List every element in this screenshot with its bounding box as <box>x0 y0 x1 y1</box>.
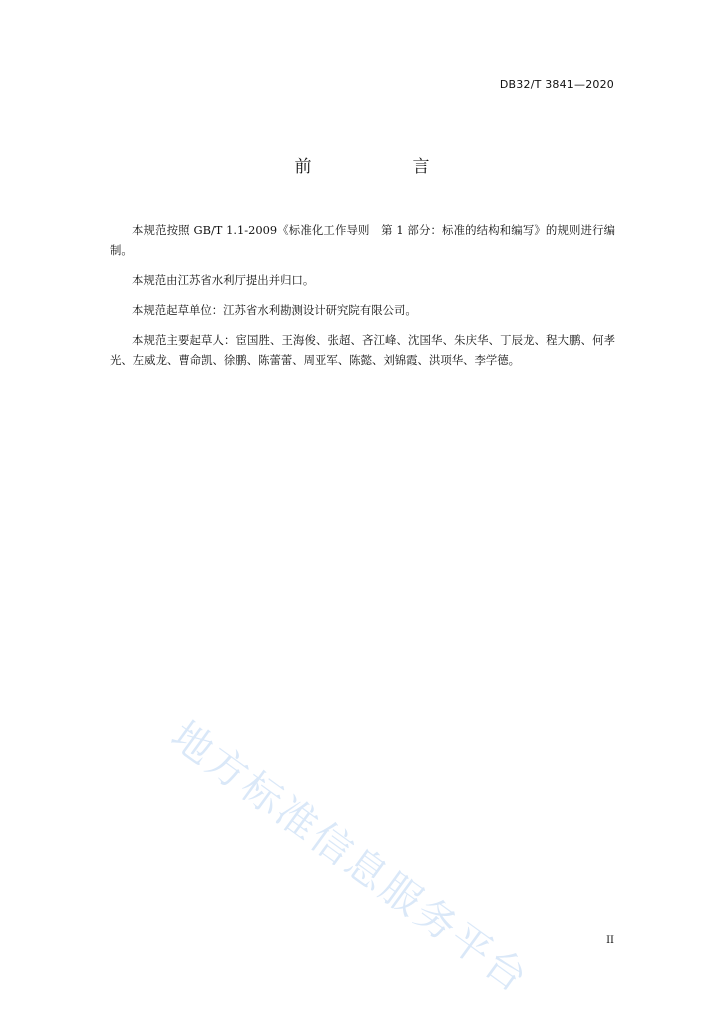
section-title: 前 言 <box>294 157 472 177</box>
paragraph-proposer: 本规范由江苏省水利厅提出并归口。 <box>132 273 315 287</box>
paragraph-drafting-unit: 本规范起草单位：江苏省水利勘测设计研究院有限公司。 <box>132 303 417 317</box>
document-code: DB32/T 3841—2020 <box>499 78 614 91</box>
paragraph-drafters: 本规范主要起草人：宦国胜、王海俊、张超、吝江峰、沈国华、朱庆华、丁辰龙、程大鹏、何孝光、左威龙、曹命凯、徐鹏、陈蕾蕾、周亚军、陈懿、刘锦霞、洪项华、李学德。 <box>110 333 615 367</box>
body-text <box>110 220 615 380</box>
watermark: 地方标准信息服务平台 <box>162 712 538 1003</box>
page-number: II <box>606 935 614 946</box>
paragraph-standard-basis: 本规范按照 GB/T 1.1-2009《标准化工作导则 第 1 部分：标准的结构和编写》的规则进行编制。 <box>110 223 615 257</box>
